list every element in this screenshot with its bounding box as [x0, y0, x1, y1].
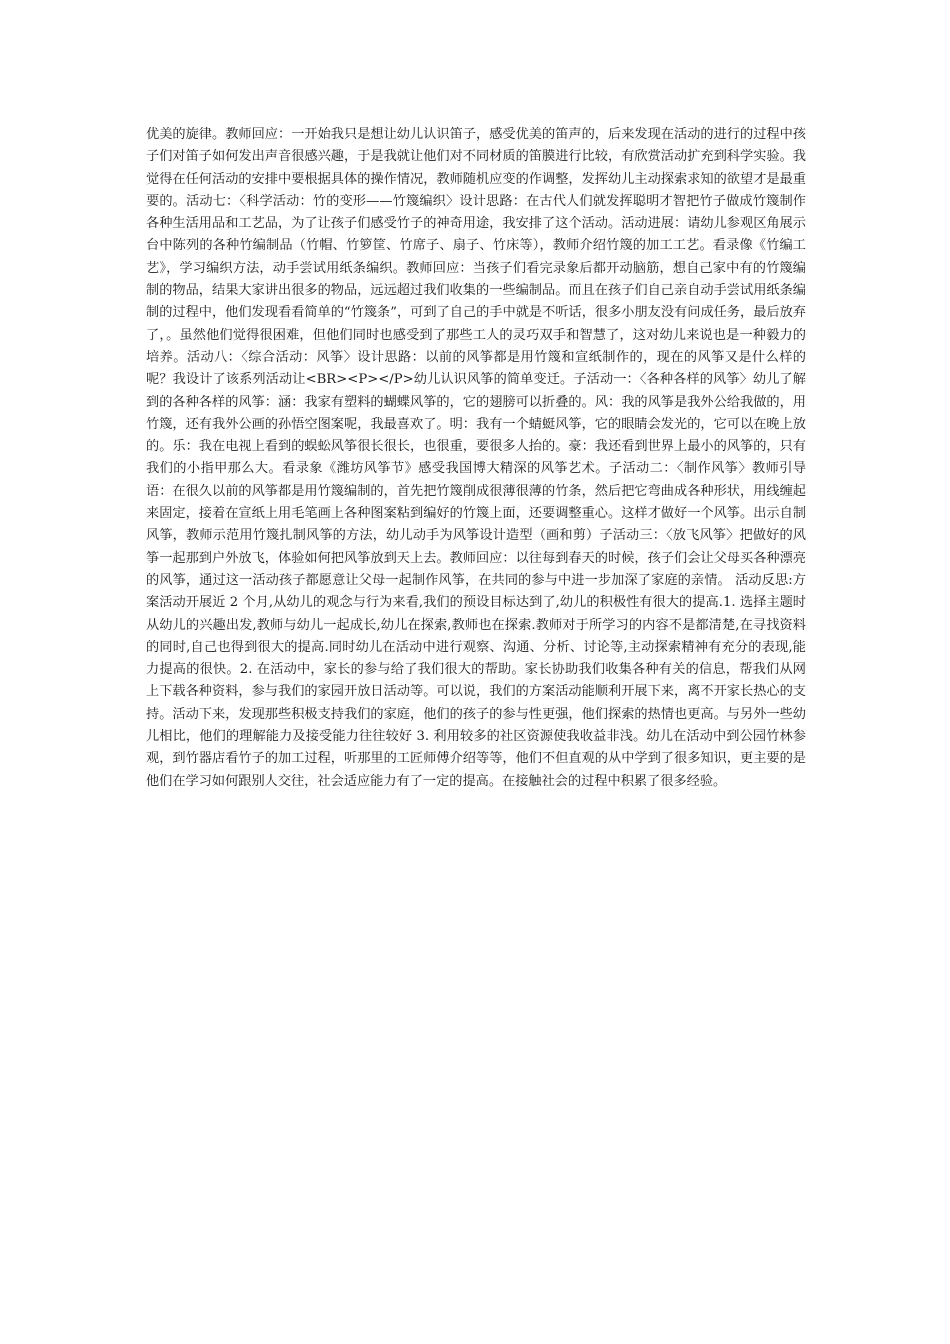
body-paragraph: 优美的旋律。教师回应：一开始我只是想让幼儿认识笛子，感受优美的笛声的，后来发现在活动的进行的过程中孩子们对笛子如何发出声音很感兴趣，于是我就让他们对不同材质的笛膜进行比较，有欣赏活动扩充到科学实验。我觉得在任何活动的安排中要根据具体的操作情况，教师随机应变的作调整，发挥幼儿主动探索求知的欲望才是最重要的。活动七：〈科学活动：竹的变形——竹篾编织〉设计思路：在古代人们就发挥聪明才智把竹子做成竹篾制作各种生活用品和工艺品，为了让孩子们感受竹子的神奇用途，我安排了这个活动。活动进展：请幼儿参观区角展示台中陈列的各种竹编制品（竹帽、竹箩筐、竹席子、扇子、竹床等），教师介绍竹篾的加工工艺。看录像《竹编工艺》，学习编织方法，动手尝试用纸条编织。教师回应：当孩子们看完录象后都开动脑筋，想自己家中有的竹篾编制的物品，结果大家讲出很多的物品，远远超过我们收集的一些编制品。而且在孩子们自己亲自动手尝试用纸条编制的过程中，他们发现看看简单的“竹篾条”，可到了自己的手中就是不听话，很多小朋友没有问成任务，最后放弃了，。虽然他们觉得很困难，但他们同时也感受到了那些工人的灵巧双手和智慧了，这对幼儿来说也是一种毅力的培养。活动八：〈综合活动：风筝〉设计思路：以前的风筝都是用竹篾和宣纸制作的，现在的风筝又是什么样的呢？我设计了该系列活动让<BR><P></P>幼儿认识风筝的简单变迁。子活动一：〈各种各样的风筝〉幼儿了解到的各种各样的风筝：涵：我家有塑料的蝴蝶风筝的，它的翅膀可以折叠的。风：我的风筝是我外公给我做的，用竹篾，还有我外公画的孙悟空图案呢，我最喜欢了。明：我有一个蜻蜓风筝，它的眼睛会发光的，它可以在晚上放的。乐：我在电视上看到的蜈蚣风筝很长很长，也很重，要很多人抬的。豪：我还看到世界上最小的风筝的，只有我们的小指甲那么大。看录象《潍坊风筝节》感受我国博大精深的风筝艺术。子活动二：〈制作风筝〉教师引导语：在很久以前的风筝都是用竹篾编制的，首先把竹篾削成很薄很薄的竹条，然后把它弯曲成各种形状，用线缠起来固定，接着在宣纸上用毛笔画上各种图案粘到编好的竹篾上面，还要调整重心。这样才做好一个风筝。出示自制风筝，教师示范用竹篾扎制风筝的方法，幼儿动手为风筝设计造型（画和剪）子活动三：〈放飞风筝〉把做好的风筝一起那到户外放飞，体验如何把风筝放到天上去。教师回应：以往每到春天的时候，孩子们会让父母买各种漂亮的风筝，通过这一活动孩子都愿意让父母一起制作风筝，在共同的参与中进一步加深了家庭的亲情。 活动反思:方案活动开展近 2 个月,从幼儿的观念与行为来看,我们的预设目标达到了,幼儿的积极性有很大的提高.1. 选择主题时从幼儿的兴趣出发,教师与幼儿一起成长,幼儿在探索,教师也在探索.教师对于所学习的内容不是都清楚,在寻找资料的同时,自己也得到很大的提高.同时幼儿在活动中进行观察、沟通、分析、讨论等,主动探索精神有充分的表现,能力提高的很快。2. 在活动中，家长的参与给了我们很大的帮助。家长协助我们收集各种有关的信息，帮我们从网上下载各种资料，参与我们的家园开放日活动等。可以说，我们的方案活动能顺利开展下来，离不开家长热心的支持。活动下来，发现那些积极支持我们的家庭，他们的孩子的参与性更强，他们探索的热情也更高。与另外一些幼儿相比，他们的理解能力及接受能力往往较好 3. 利用较多的社区资源使我收益非浅。幼儿在活动中到公园竹林参观，到竹器店看竹子的加工过程，听那里的工匠师傅介绍等等，他们不但直观的从中学到了很多知识，更主要的是他们在学习如何跟别人交往，社会适应能力有了一定的提高。在接触社会的过程中积累了很多经验。 — [146, 127, 806, 789]
